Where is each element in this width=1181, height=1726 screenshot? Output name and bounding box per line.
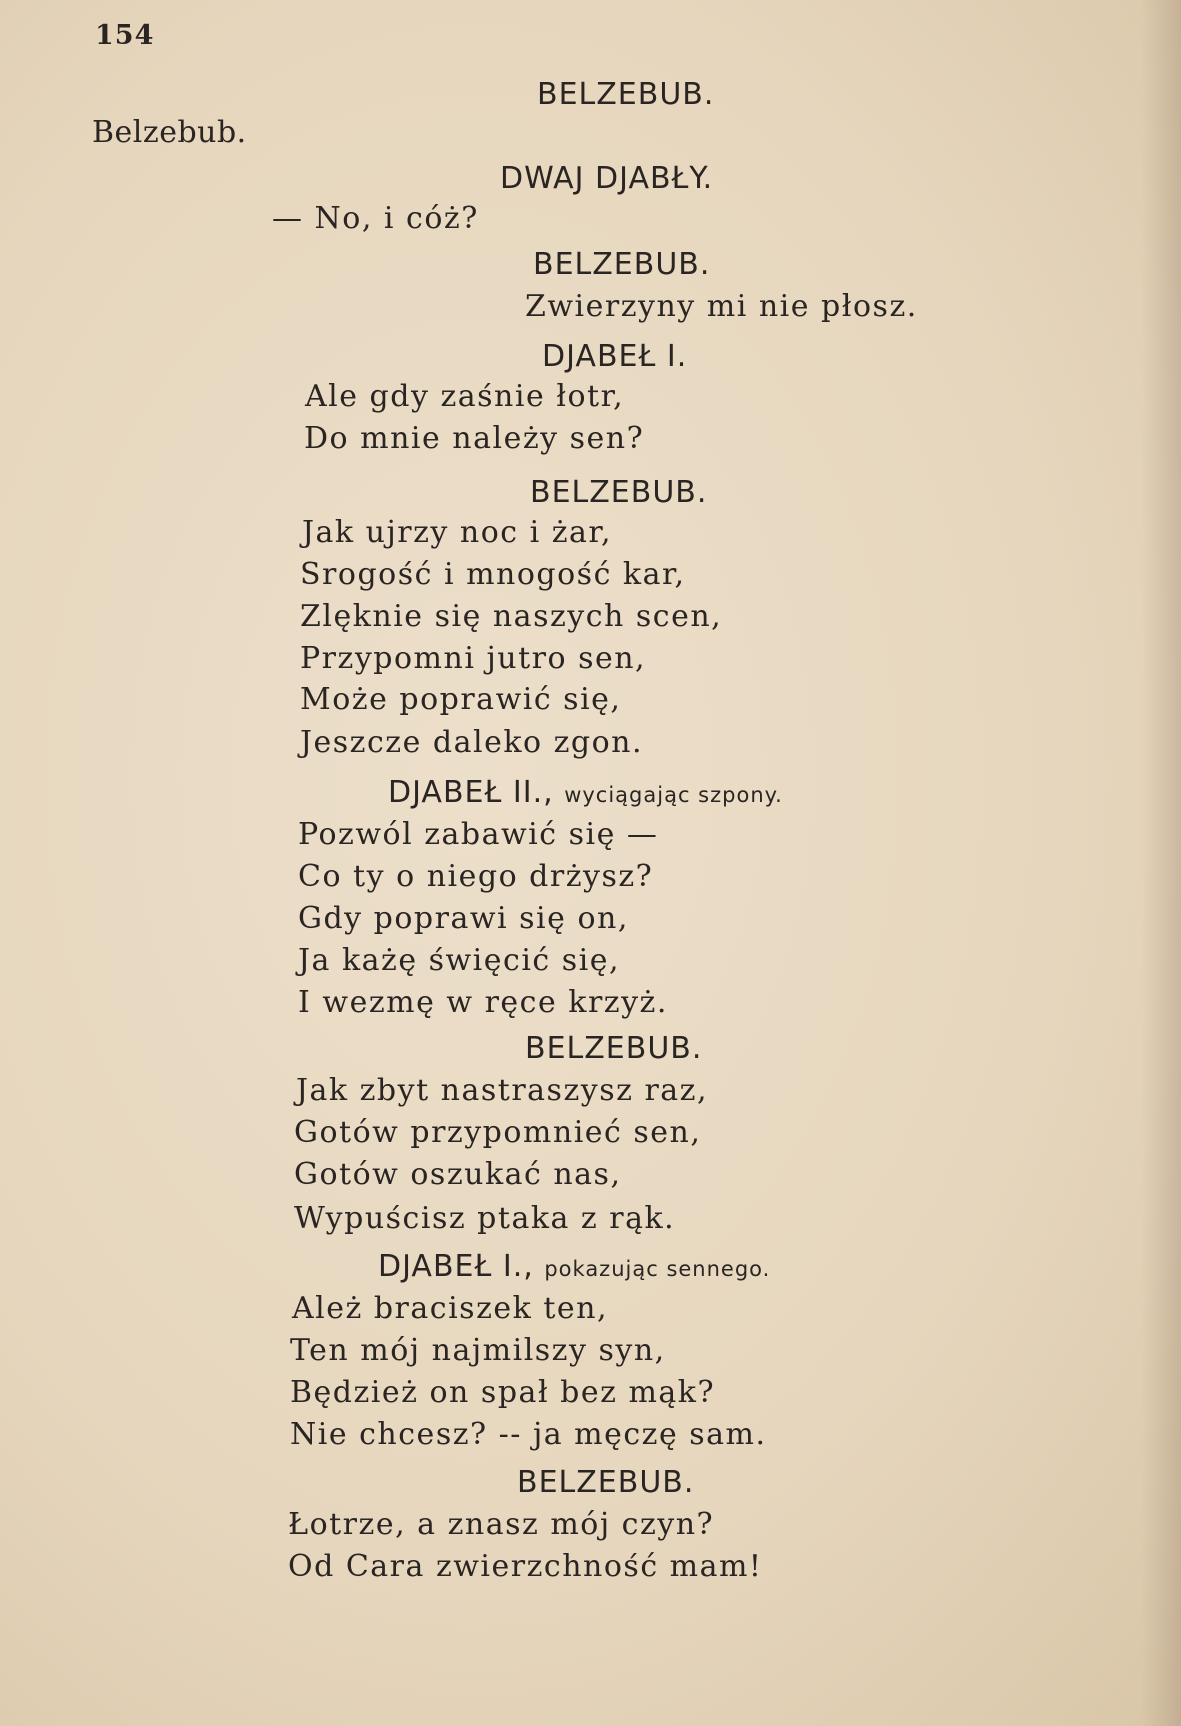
verse-line: Zlęknie się naszych scen, <box>300 599 723 634</box>
speaker-line <box>388 775 783 810</box>
verse-line: Pozwól zabawić się — <box>298 817 659 852</box>
verse-line: Będzież on spał bez mąk? <box>290 1375 716 1410</box>
verse-line: Co ty o niego drżysz? <box>298 859 654 894</box>
verse-line: Zwierzyny mi nie płosz. <box>525 289 918 324</box>
verse-line: Ale gdy zaśnie łotr, <box>305 379 625 414</box>
speaker-line <box>378 1249 771 1284</box>
verse-line: — No, i cóż? <box>272 201 479 236</box>
side-label: Belzebub. <box>92 115 247 150</box>
stage-direction: pokazując sennego. <box>544 1257 771 1281</box>
verse-line: Ależ braciszek ten, <box>292 1291 609 1326</box>
verse-line: Gdy poprawi się on, <box>298 901 629 936</box>
verse-line: Jak zbyt nastraszysz raz, <box>296 1073 709 1108</box>
verse-line: Nie chcesz? -- ja męczę sam. <box>290 1417 767 1452</box>
speaker-line: DJABEŁ I. <box>542 339 688 374</box>
page-number: 154 <box>95 20 155 51</box>
verse-line: Ten mój najmilszy syn, <box>290 1333 666 1368</box>
speaker-line: DWAJ DJABŁY. <box>500 161 714 196</box>
speaker-line: BELZEBUB. <box>533 247 711 282</box>
verse-line: Jeszcze daleko zgon. <box>300 725 644 760</box>
verse-line: Łotrze, a znasz mój czyn? <box>288 1507 715 1542</box>
verse-line: Wypuścisz ptaka z rąk. <box>294 1201 676 1236</box>
speaker-line: BELZEBUB. <box>525 1031 703 1066</box>
stage-direction: wyciągając szpony. <box>564 783 783 807</box>
verse-line: I wezmę w ręce krzyż. <box>298 985 668 1020</box>
speaker-name: DJABEŁ I., <box>378 1249 534 1284</box>
verse-line: Od Cara zwierzchność mam! <box>288 1549 763 1584</box>
verse-line: Ja każę święcić się, <box>298 943 621 978</box>
speaker-line: BELZEBUB. <box>517 1465 695 1500</box>
page-edge-shadow <box>1141 0 1181 1726</box>
speaker-line: BELZEBUB. <box>530 475 708 510</box>
verse-line: Gotów przypomnieć sen, <box>294 1115 702 1150</box>
verse-line: Do mnie należy sen? <box>304 421 645 456</box>
verse-line: Srogość i mnogość kar, <box>300 557 686 592</box>
verse-line: Jak ujrzy noc i żar, <box>302 515 613 550</box>
verse-line: Przypomni jutro sen, <box>300 641 647 676</box>
speaker-line: BELZEBUB. <box>537 77 715 112</box>
speaker-name: DJABEŁ II., <box>388 775 554 810</box>
verse-line: Gotów oszukać nas, <box>294 1157 622 1192</box>
verse-line: Może poprawić się, <box>300 682 622 717</box>
